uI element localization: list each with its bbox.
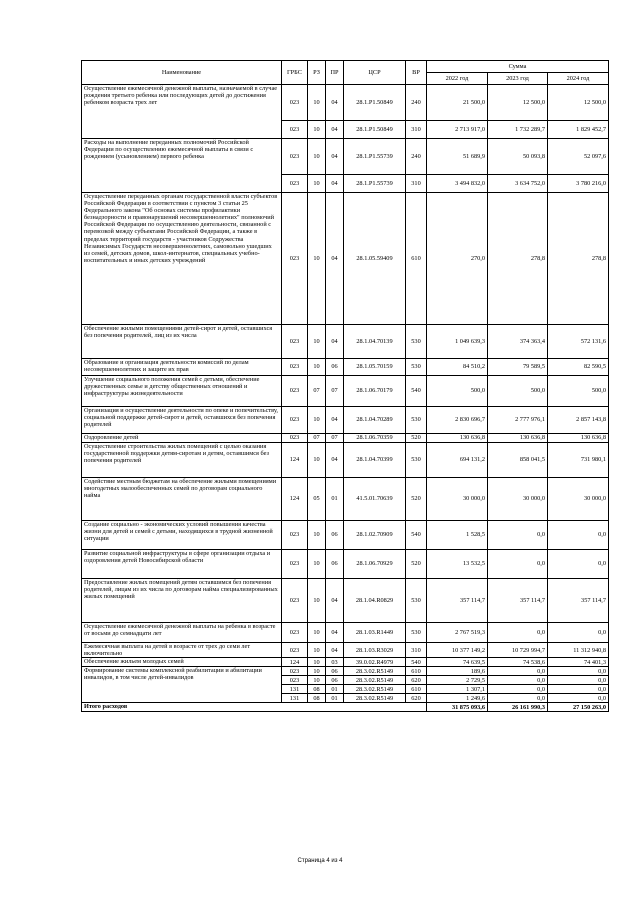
cell-sum-2022: 1 528,5: [427, 521, 488, 550]
cell-grbs: 023: [282, 376, 308, 407]
cell-sum-2022: 21 500,0: [427, 85, 488, 121]
cell-rz: 10: [308, 443, 326, 478]
cell-vr: 310: [406, 175, 427, 193]
cell-csr: 28.1.P1.55739: [344, 175, 406, 193]
cell-csr: 28.1.04.R0829: [344, 579, 406, 623]
col-header-pr: ПР: [326, 61, 344, 85]
cell-csr: 28.1.03.R1449: [344, 623, 406, 643]
cell-csr: 28.3.02.R5149: [344, 694, 406, 703]
cell-sum-2023: 0,0: [488, 676, 548, 685]
cell-csr: 28.3.02.R5149: [344, 667, 406, 676]
cell-rz: 10: [308, 550, 326, 579]
cell-sum-2022: 500,0: [427, 376, 488, 407]
cell-vr: 530: [406, 579, 427, 623]
cell-pr: 04: [326, 325, 344, 359]
cell-sum-2024: 278,8: [548, 193, 609, 325]
cell-rz: 08: [308, 685, 326, 694]
cell-csr: 28.1.02.70909: [344, 521, 406, 550]
cell-sum-2022: 189,6: [427, 667, 488, 676]
cell-vr: 240: [406, 139, 427, 175]
col-header-csr: ЦСР: [344, 61, 406, 85]
row-name: Создание социально - экономических условий повышения качества жизни для детей и семей с детьми, находящихся в трудной жизненной ситуации: [82, 521, 282, 550]
cell-sum-2024: 130 636,8: [548, 434, 609, 443]
page-number: Страница 4 из 4: [297, 858, 343, 864]
cell-sum-2022: 51 689,9: [427, 139, 488, 175]
cell-grbs: 023: [282, 643, 308, 658]
cell-sum-2022: 357 114,7: [427, 579, 488, 623]
cell-vr: 520: [406, 434, 427, 443]
cell-rz: 10: [308, 579, 326, 623]
cell-pr: 04: [326, 443, 344, 478]
cell-csr: 28.1.05.59409: [344, 193, 406, 325]
cell-vr: 540: [406, 658, 427, 667]
cell-grbs: 023: [282, 667, 308, 676]
table-row: [82, 521, 609, 550]
row-name: Образование и организация деятельности комиссий по делам несовершеннолетних и защите их прав: [82, 359, 282, 376]
cell-sum-2023: 0,0: [488, 521, 548, 550]
cell-pr: 04: [326, 175, 344, 193]
cell-rz: 10: [308, 658, 326, 667]
cell-csr: 28.1.04.70289: [344, 407, 406, 434]
cell-rz: 10: [308, 175, 326, 193]
cell-sum-2023: 3 634 752,0: [488, 175, 548, 193]
row-name: Расходы на выполнение переданных полномочий Российской Федерации по осуществлению ежемесячной выплаты в связи с рождением (усыновлением) первого ребенка: [82, 139, 282, 193]
cell-vr: 520: [406, 550, 427, 579]
cell-pr: 07: [326, 434, 344, 443]
row-name: Улучшение социального положения семей с детьми, обеспечение дружественных семье и детству общественных отношений и инфраструктуры жизнедеятельности: [82, 376, 282, 407]
cell-sum-2022: 2 767 519,3: [427, 623, 488, 643]
row-name: Обеспечение жильем молодых семей: [82, 658, 282, 667]
cell-grbs: 124: [282, 478, 308, 521]
cell-rz: 10: [308, 325, 326, 359]
cell-sum-2022: 1 049 639,3: [427, 325, 488, 359]
table-row: [82, 193, 609, 325]
cell-rz: 08: [308, 694, 326, 703]
cell-vr: 240: [406, 85, 427, 121]
cell-sum-2023: 2 777 976,1: [488, 407, 548, 434]
cell-sum-2024: 30 000,0: [548, 478, 609, 521]
cell-sum-2023: 50 093,8: [488, 139, 548, 175]
table-row: [82, 643, 609, 658]
table-row: [82, 85, 609, 121]
total-2022: 31 875 093,6: [427, 703, 488, 712]
cell-csr: 28.1.P1.50849: [344, 121, 406, 139]
row-name: Осуществление ежемесячной денежной выплаты на ребенка в возрасте от восьми до семнадцати лет: [82, 623, 282, 643]
cell-csr: 28.1.05.70159: [344, 359, 406, 376]
cell-sum-2024: 500,0: [548, 376, 609, 407]
cell-vr: 530: [406, 623, 427, 643]
table-row: [82, 325, 609, 359]
col-header-year-2024: 2024 год: [548, 73, 609, 85]
row-name: Осуществление переданных органам государственной власти субъектов Российской Федерации в соответствии с пунктом 3 статьи 25 Федерального закона "Об основах системы профилактики безнадзорности и правонарушений несовершеннолетних" полномочий Российской Федерации по осуществлению деятельности, связанной с перевозкой между субъектами Российской Федерации, а также в пределах территорий государств - участников Содружества Независимых Государств несовершеннолетних, самовольно ушедших из семей, детских домов, школ-интернатов, специальных учебно-воспитательных и иных детских учреждений: [82, 193, 282, 325]
cell-pr: 04: [326, 121, 344, 139]
cell-sum-2024: 0,0: [548, 685, 609, 694]
row-name: Осуществление ежемесячной денежной выплаты, назначаемой в случае рождения третьего ребенка или последующих детей до достижения ребенком возраста трех лет: [82, 85, 282, 139]
cell-sum-2023: 374 363,4: [488, 325, 548, 359]
cell-sum-2022: 2 830 696,7: [427, 407, 488, 434]
cell-sum-2024: 11 312 940,8: [548, 643, 609, 658]
cell-vr: 520: [406, 478, 427, 521]
table-row: [82, 407, 609, 434]
cell-sum-2023: 79 589,5: [488, 359, 548, 376]
cell-sum-2022: 74 639,5: [427, 658, 488, 667]
cell-sum-2024: 0,0: [548, 550, 609, 579]
cell-vr: 610: [406, 685, 427, 694]
row-name: Формирование системы комплексной реабилитации и абилитации инвалидов, в том числе детей-инвалидов: [82, 667, 282, 703]
table-row: [82, 443, 609, 478]
cell-sum-2024: 0,0: [548, 694, 609, 703]
col-header-vr: ВР: [406, 61, 427, 85]
cell-grbs: 023: [282, 550, 308, 579]
cell-pr: 04: [326, 193, 344, 325]
cell-csr: 28.1.P1.50849: [344, 85, 406, 121]
cell-rz: 07: [308, 376, 326, 407]
cell-csr: 28.1.04.70399: [344, 443, 406, 478]
table-row: [82, 359, 609, 376]
cell-vr: 310: [406, 121, 427, 139]
cell-pr: 01: [326, 694, 344, 703]
cell-sum-2022: 10 377 149,2: [427, 643, 488, 658]
cell-csr: 28.3.02.R5149: [344, 676, 406, 685]
cell-rz: 05: [308, 478, 326, 521]
cell-pr: 06: [326, 359, 344, 376]
cell-csr: 28.1.06.70359: [344, 434, 406, 443]
cell-vr: 540: [406, 376, 427, 407]
cell-pr: 06: [326, 676, 344, 685]
cell-pr: 06: [326, 550, 344, 579]
total-2023: 26 161 990,3: [488, 703, 548, 712]
cell-sum-2022: 30 000,0: [427, 478, 488, 521]
cell-sum-2024: 0,0: [548, 667, 609, 676]
col-header-rz: РЗ: [308, 61, 326, 85]
cell-rz: 10: [308, 85, 326, 121]
cell-grbs: 124: [282, 443, 308, 478]
table-row: [82, 550, 609, 579]
cell-rz: 10: [308, 676, 326, 685]
cell-sum-2022: 13 532,5: [427, 550, 488, 579]
row-name: Обеспечение жилыми помещениями детей-сирот и детей, оставшихся без попечения родителей, лиц из их числа: [82, 325, 282, 359]
expense-table-container: [81, 60, 608, 712]
cell-csr: 28.1.04.70139: [344, 325, 406, 359]
cell-pr: 04: [326, 407, 344, 434]
cell-rz: 10: [308, 139, 326, 175]
cell-grbs: 131: [282, 694, 308, 703]
cell-sum-2022: 84 510,2: [427, 359, 488, 376]
cell-sum-2023: 357 114,7: [488, 579, 548, 623]
cell-pr: 06: [326, 667, 344, 676]
cell-pr: 04: [326, 579, 344, 623]
cell-sum-2023: 1 732 289,7: [488, 121, 548, 139]
cell-sum-2022: 1 249,6: [427, 694, 488, 703]
cell-rz: 10: [308, 643, 326, 658]
cell-sum-2024: 12 500,0: [548, 85, 609, 121]
cell-sum-2023: 12 500,0: [488, 85, 548, 121]
cell-vr: 610: [406, 667, 427, 676]
total-row: [82, 703, 609, 712]
row-name: Оздоровление детей: [82, 434, 282, 443]
cell-sum-2022: 270,0: [427, 193, 488, 325]
cell-grbs: 023: [282, 121, 308, 139]
cell-sum-2024: 0,0: [548, 521, 609, 550]
cell-sum-2024: 357 114,7: [548, 579, 609, 623]
row-name: Предоставление жилых помещений детям оставшимся без попечения родителей, лицам из их числа по договорам найма специализированных жилых помещений: [82, 579, 282, 623]
cell-grbs: 023: [282, 325, 308, 359]
cell-sum-2022: 130 636,8: [427, 434, 488, 443]
cell-vr: 530: [406, 407, 427, 434]
total-label: Итого расходов: [82, 703, 427, 712]
cell-vr: 620: [406, 676, 427, 685]
cell-grbs: 023: [282, 359, 308, 376]
table-body: [82, 85, 609, 703]
cell-grbs: 023: [282, 676, 308, 685]
cell-rz: 10: [308, 623, 326, 643]
cell-sum-2024: 572 131,6: [548, 325, 609, 359]
cell-pr: 04: [326, 623, 344, 643]
cell-vr: 530: [406, 359, 427, 376]
cell-sum-2023: 0,0: [488, 550, 548, 579]
cell-grbs: 023: [282, 521, 308, 550]
cell-sum-2023: 0,0: [488, 694, 548, 703]
cell-sum-2023: 0,0: [488, 623, 548, 643]
cell-sum-2024: 0,0: [548, 623, 609, 643]
cell-sum-2022: 1 307,1: [427, 685, 488, 694]
cell-grbs: 023: [282, 139, 308, 175]
cell-vr: 530: [406, 443, 427, 478]
cell-pr: 03: [326, 658, 344, 667]
row-name: Ежемесячная выплата на детей в возрасте от трех до семи лет включительно: [82, 643, 282, 658]
cell-pr: 04: [326, 643, 344, 658]
cell-pr: 01: [326, 478, 344, 521]
cell-sum-2023: 0,0: [488, 667, 548, 676]
cell-grbs: 131: [282, 685, 308, 694]
table-row: [82, 434, 609, 443]
cell-csr: 41.5.01.70639: [344, 478, 406, 521]
cell-pr: 06: [326, 521, 344, 550]
cell-csr: 28.1.06.70929: [344, 550, 406, 579]
col-header-grbs: ГРБС: [282, 61, 308, 85]
table-row: [82, 658, 609, 667]
cell-pr: 01: [326, 685, 344, 694]
row-name: Осуществление строительства жилых помещений с целью оказания государственной поддержки детям-сиротам и детям, оставшимся без попечения родителей: [82, 443, 282, 478]
cell-sum-2024: 0,0: [548, 676, 609, 685]
cell-pr: 07: [326, 376, 344, 407]
cell-vr: 610: [406, 193, 427, 325]
cell-csr: 28.3.02.R5149: [344, 685, 406, 694]
cell-rz: 07: [308, 434, 326, 443]
cell-pr: 04: [326, 85, 344, 121]
cell-vr: 620: [406, 694, 427, 703]
cell-sum-2024: 52 097,6: [548, 139, 609, 175]
cell-grbs: 023: [282, 407, 308, 434]
cell-sum-2023: 130 636,8: [488, 434, 548, 443]
cell-grbs: 023: [282, 175, 308, 193]
table-row: [82, 667, 609, 676]
table-row: [82, 478, 609, 521]
table-row: [82, 376, 609, 407]
cell-sum-2023: 10 729 994,7: [488, 643, 548, 658]
row-name: Развитие социальной инфраструктуры в сфере организации отдыха и оздоровления детей Новосибирской области: [82, 550, 282, 579]
cell-csr: 28.1.P1.55739: [344, 139, 406, 175]
cell-sum-2022: 2 729,5: [427, 676, 488, 685]
cell-sum-2022: 3 494 832,0: [427, 175, 488, 193]
cell-pr: 04: [326, 139, 344, 175]
cell-sum-2024: 2 857 143,8: [548, 407, 609, 434]
cell-sum-2024: 3 780 216,0: [548, 175, 609, 193]
cell-rz: 10: [308, 193, 326, 325]
cell-csr: 39.0.02.R4979: [344, 658, 406, 667]
cell-rz: 10: [308, 121, 326, 139]
cell-grbs: 023: [282, 193, 308, 325]
col-header-sum: Сумма: [427, 61, 609, 73]
cell-sum-2023: 0,0: [488, 685, 548, 694]
cell-rz: 10: [308, 667, 326, 676]
expense-table: [81, 60, 609, 712]
cell-sum-2023: 74 538,6: [488, 658, 548, 667]
cell-vr: 310: [406, 643, 427, 658]
cell-sum-2023: 278,8: [488, 193, 548, 325]
cell-sum-2022: 694 131,2: [427, 443, 488, 478]
cell-vr: 540: [406, 521, 427, 550]
cell-grbs: 124: [282, 658, 308, 667]
table-row: [82, 139, 609, 175]
cell-grbs: 023: [282, 623, 308, 643]
cell-csr: 28.1.06.70179: [344, 376, 406, 407]
col-header-year-2023: 2023 год: [488, 73, 548, 85]
cell-vr: 530: [406, 325, 427, 359]
total-2024: 27 150 263,0: [548, 703, 609, 712]
col-header-year-2022: 2022 год: [427, 73, 488, 85]
cell-sum-2024: 74 401,3: [548, 658, 609, 667]
cell-csr: 28.1.03.R3029: [344, 643, 406, 658]
cell-sum-2023: 30 000,0: [488, 478, 548, 521]
cell-grbs: 023: [282, 85, 308, 121]
cell-rz: 10: [308, 359, 326, 376]
table-row: [82, 623, 609, 643]
cell-sum-2022: 2 713 917,0: [427, 121, 488, 139]
cell-rz: 10: [308, 521, 326, 550]
cell-rz: 10: [308, 407, 326, 434]
cell-sum-2024: 82 590,5: [548, 359, 609, 376]
cell-sum-2023: 500,0: [488, 376, 548, 407]
cell-sum-2024: 1 829 452,7: [548, 121, 609, 139]
row-name: Организация и осуществление деятельности по опеке и попечительству, социальной поддержке детей-сирот и детей, оставшихся без попечения родителей: [82, 407, 282, 434]
row-name: Содействие местным бюджетам на обеспечение жилыми помещениями многодетных малообеспеченных семей по договорам социального найма: [82, 478, 282, 521]
cell-grbs: 023: [282, 434, 308, 443]
col-header-name: Наименование: [82, 61, 282, 85]
table-row: [82, 579, 609, 623]
cell-sum-2024: 731 980,1: [548, 443, 609, 478]
cell-sum-2023: 858 041,5: [488, 443, 548, 478]
cell-grbs: 023: [282, 579, 308, 623]
